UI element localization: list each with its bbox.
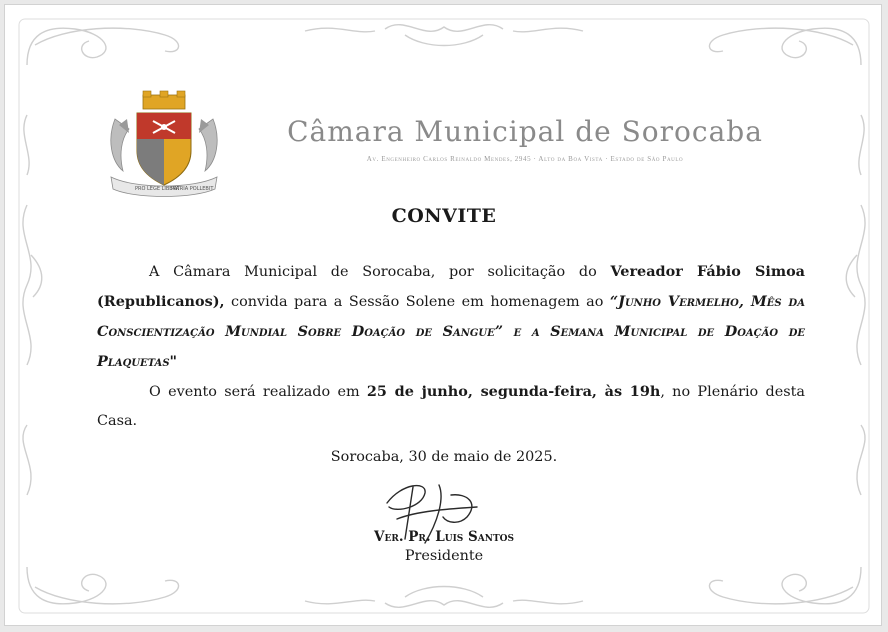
invitation-sheet bbox=[4, 4, 882, 626]
document-title: CONVITE bbox=[391, 205, 497, 227]
municipal-crest-logo bbox=[105, 89, 223, 199]
invitation-body bbox=[97, 257, 805, 436]
event-name: “Junho Vermelho, Mês da Conscientização Mundial Sobre Doação de Sangue” e a Semana Municipal de Doação de Plaquetas" bbox=[97, 293, 805, 370]
signer-name: Ver. Pr. Luis Santos bbox=[374, 529, 514, 545]
p1-text-b: convida para a Sessão Solene em homenagem ao bbox=[224, 294, 610, 310]
councillor-name: Vereador Fábio Simoa (Republicanos), bbox=[97, 263, 805, 310]
place-and-date: Sorocaba, 30 de maio de 2025. bbox=[330, 449, 558, 465]
institution-address: Av. Engenheiro Carlos Reinaldo Mendes, 2945 · Alto da Boa Vista · Estado de São Paulo bbox=[366, 155, 684, 163]
signer-role: Presidente bbox=[404, 548, 484, 564]
crest-motto-right: PATRIA POLLEBIT bbox=[171, 186, 214, 192]
event-datetime: 25 de junho, segunda-feira, às 19h bbox=[366, 383, 661, 400]
invitation-paragraph-1 bbox=[97, 257, 805, 377]
p1-text-a: A Câmara Municipal de Sorocaba, por solicitação do bbox=[149, 264, 611, 280]
crest-motto-left: PRO LEGE LIBERA bbox=[135, 186, 180, 192]
p2-text-a: O evento será realizado em bbox=[149, 384, 367, 400]
invitation-paragraph-2 bbox=[97, 377, 805, 436]
p2-text-b: , no Plenário desta Casa. bbox=[97, 384, 805, 429]
institution-name: Câmara Municipal de Sorocaba bbox=[287, 115, 763, 148]
